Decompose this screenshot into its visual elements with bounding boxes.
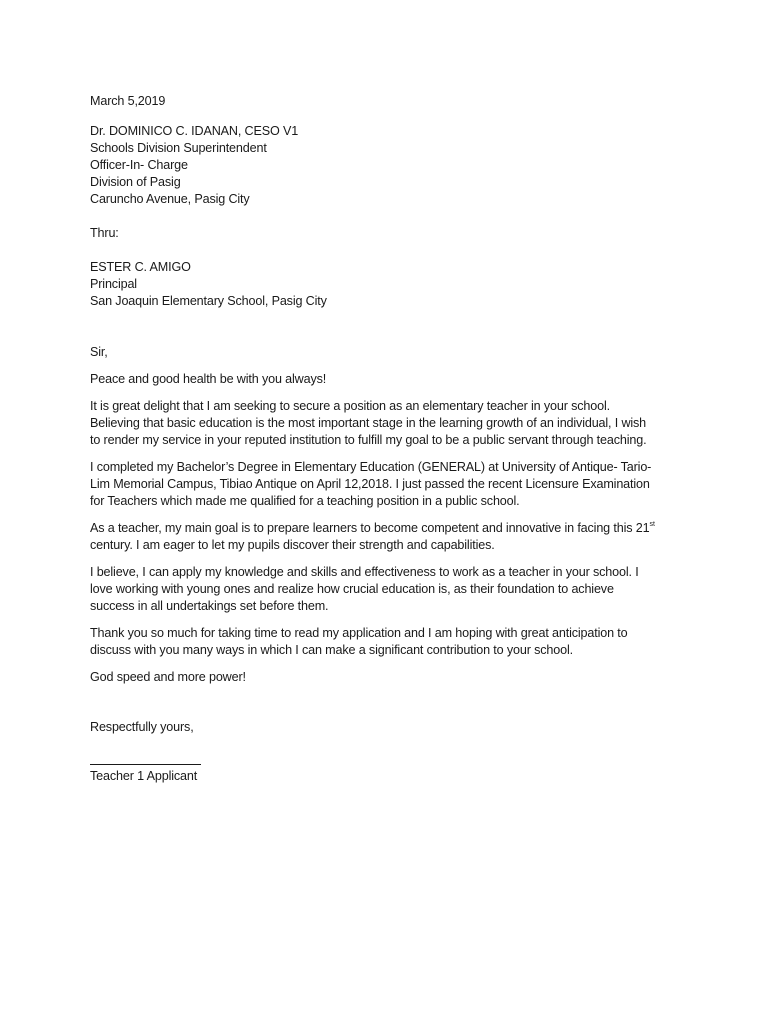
paragraph-thanks — [90, 625, 690, 659]
paragraph-skills — [90, 564, 690, 615]
paragraph-text: As a teacher, my main goal is to prepare learners to become competent and innovative in facing this 21 — [90, 521, 650, 535]
paragraph-line: discuss with you many ways in which I can make a significant contribution to your school. — [90, 643, 573, 657]
recipient-position: Schools Division Superintendent — [90, 141, 267, 155]
paragraph-line: to render my service in your reputed institution to fulfill my goal to be a public servant through teaching. — [90, 433, 647, 447]
via-block — [90, 259, 690, 310]
paragraph-line: Thank you so much for taking time to read my application and I am hoping with great anticipation to — [90, 626, 628, 640]
recipient-name: Dr. DOMINICO C. IDANAN, CESO V1 — [90, 124, 299, 138]
closing: Respectfully yours, — [90, 720, 194, 734]
paragraph-line: for Teachers which made me qualified for a teaching position in a public school. — [90, 494, 520, 508]
recipient-block — [90, 123, 690, 208]
paragraph-goal — [90, 520, 690, 554]
signature-line — [90, 764, 201, 765]
paragraph-line: Peace and good health be with you always! — [90, 372, 327, 386]
paragraph-line: love working with young ones and realize how crucial education is, as their foundation to achieve — [90, 582, 614, 596]
via-school: San Joaquin Elementary School, Pasig City — [90, 294, 327, 308]
paragraph-line: Believing that basic education is the most important stage in the learning growth of an individual, I wish — [90, 416, 647, 430]
via-name: ESTER C. AMIGO — [90, 260, 191, 274]
letter-body — [90, 93, 690, 785]
salutation: Sir, — [90, 345, 108, 359]
ordinal-suffix: st — [649, 521, 655, 528]
paragraph-line: century. I am eager to let my pupils discover their strength and capabilities. — [90, 538, 495, 552]
paragraph-line: I completed my Bachelor’s Degree in Elementary Education (GENERAL) at University of Antique- Tario- — [90, 460, 652, 474]
signatory-title: Teacher 1 Applicant — [90, 769, 198, 783]
paragraph-line: God speed and more power! — [90, 670, 246, 684]
paragraph-line: Lim Memorial Campus, Tibiao Antique on April 12,2018. I just passed the recent Licensure Examination — [90, 477, 650, 491]
paragraph-line: It is great delight that I am seeking to secure a position as an elementary teacher in your school. — [90, 399, 610, 413]
recipient-address: Caruncho Avenue, Pasig City — [90, 192, 250, 206]
paragraph-intent — [90, 398, 690, 449]
via-position: Principal — [90, 277, 137, 291]
signature-block — [90, 764, 690, 785]
recipient-role: Officer-In- Charge — [90, 158, 188, 172]
paragraph-education — [90, 459, 690, 510]
paragraph-wish — [90, 669, 690, 686]
paragraph-line: success in all undertakings set before them. — [90, 599, 329, 613]
recipient-division: Division of Pasig — [90, 175, 181, 189]
letter-date: March 5,2019 — [90, 94, 166, 108]
paragraph-line — [90, 520, 690, 537]
paragraph-line: I believe, I can apply my knowledge and skills and effectiveness to work as a teacher in your school. I — [90, 565, 639, 579]
paragraph-greeting — [90, 371, 690, 388]
thru-label: Thru: — [90, 226, 119, 240]
